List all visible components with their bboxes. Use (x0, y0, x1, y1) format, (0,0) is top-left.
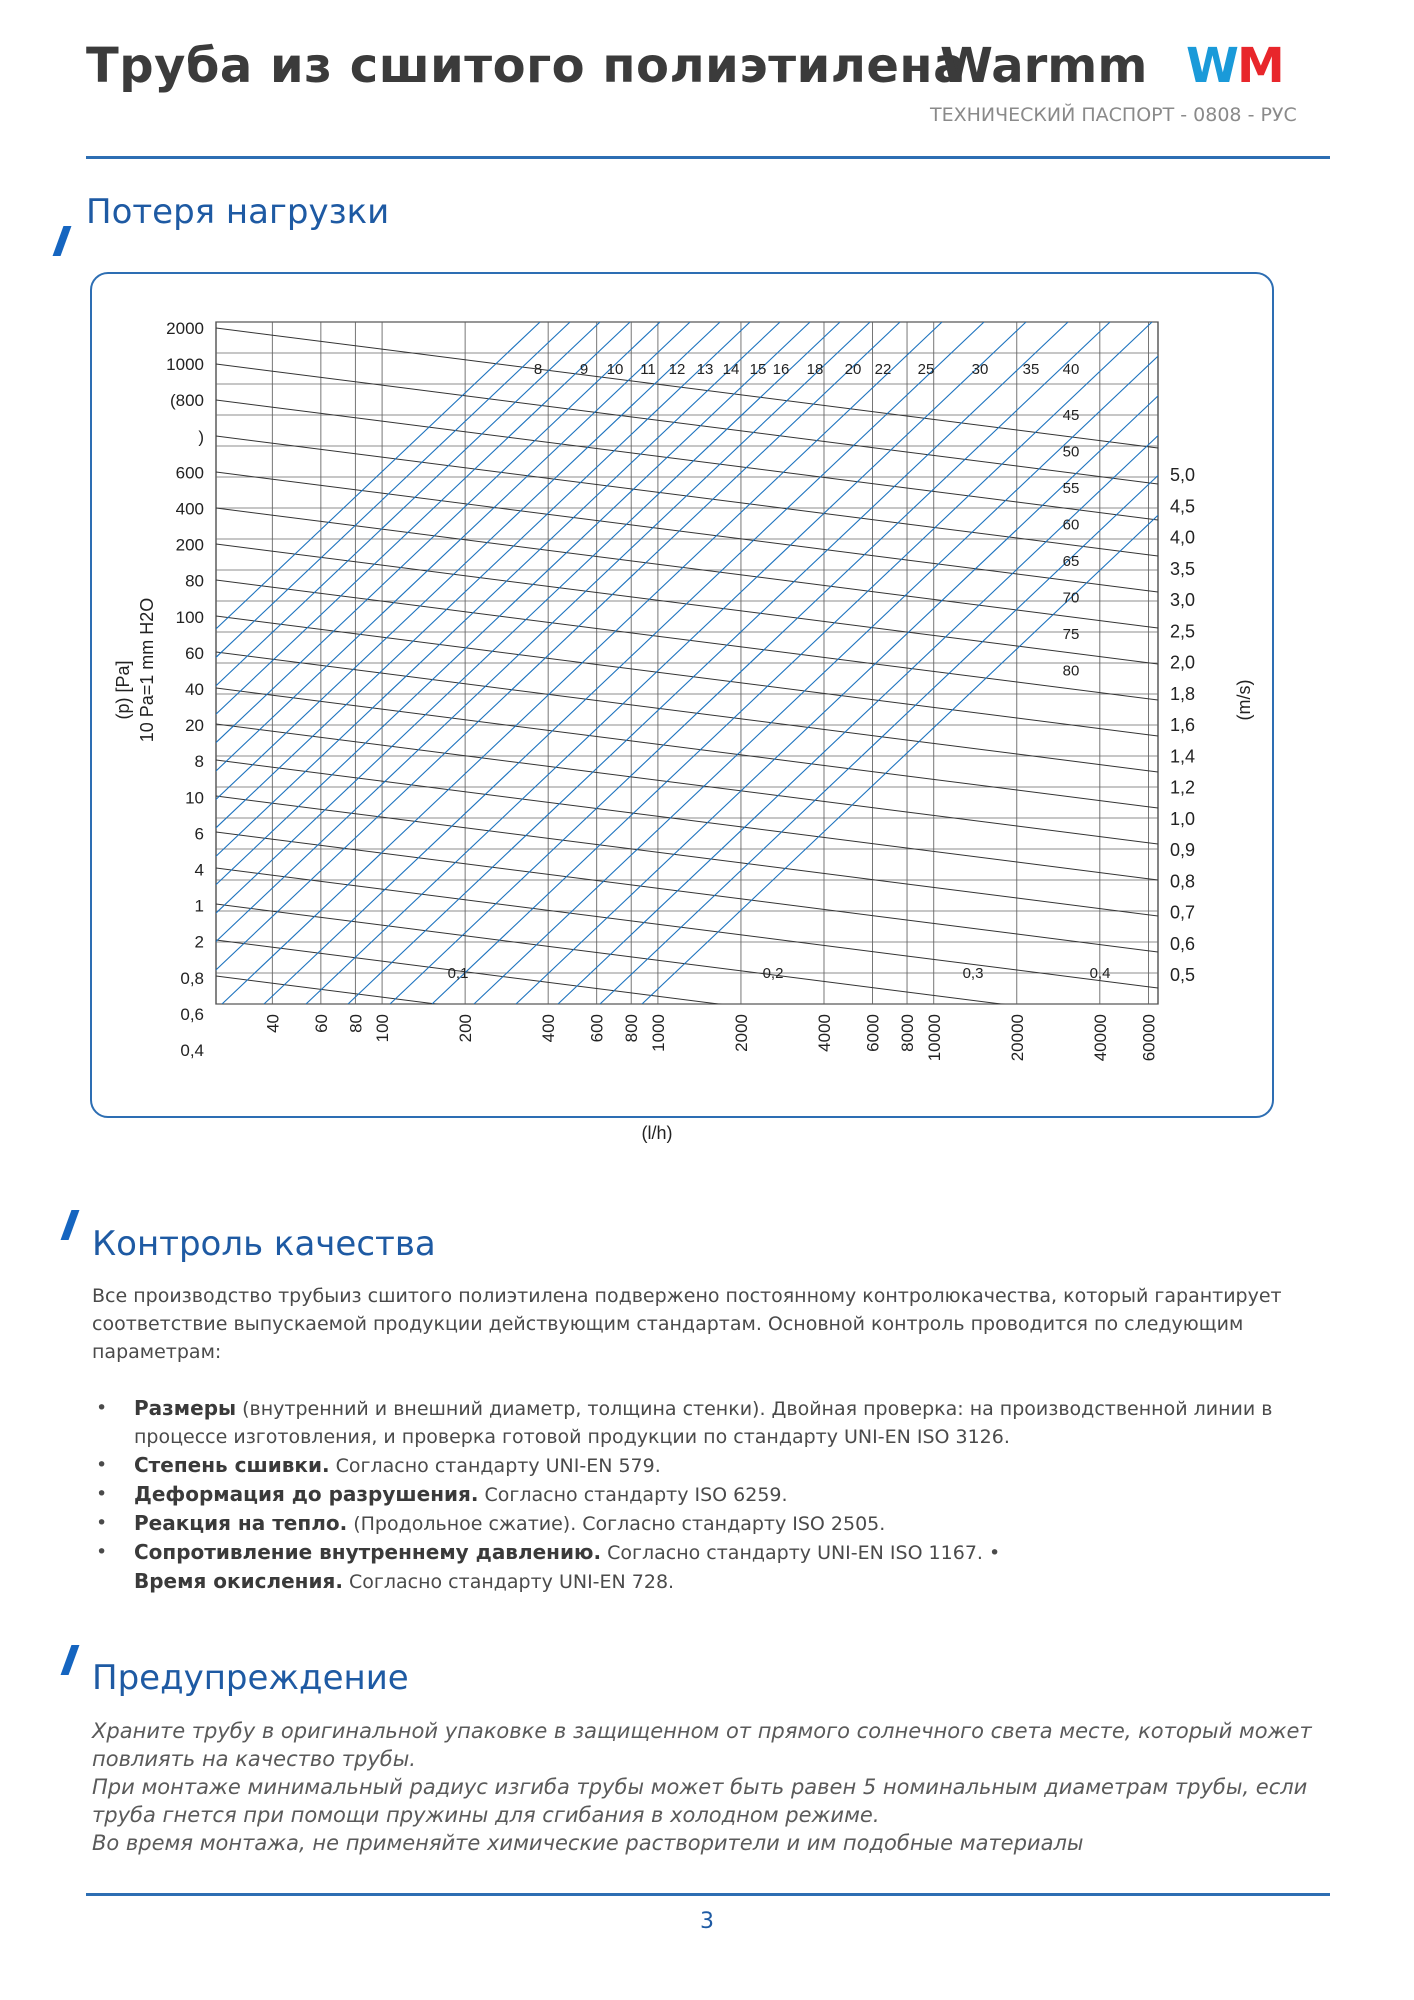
y-tick-label: 0,6 (180, 1004, 204, 1024)
bullet-icon: • (96, 1541, 108, 1563)
list-item-term: Размеры (134, 1396, 237, 1420)
quality-control-heading: Контроль качества (92, 1224, 436, 1264)
x-tick-label: 40 (263, 1014, 283, 1033)
x-tick-label: 200 (456, 1014, 476, 1043)
y-tick-label: 0,4 (180, 1041, 204, 1060)
diameter-label: 18 (806, 361, 824, 378)
list-item-term: Реакция на тепло. (134, 1511, 348, 1535)
document-code: ТЕХНИЧЕСКИЙ ПАСПОРТ - 0808 - РУС (930, 104, 1297, 126)
pressure-loss-heading: Потеря нагрузки (86, 192, 390, 232)
diameter-label: 25 (917, 361, 935, 378)
velocity-tick-label: 2,0 (1170, 652, 1196, 673)
diameter-label: 15 (749, 361, 767, 378)
y-tick-label: 60 (185, 643, 204, 663)
list-item (92, 1567, 1352, 1596)
x-tick-label: 60 (311, 1014, 331, 1033)
x-tick-label: 80 (346, 1014, 366, 1033)
y-tick-label: 2000 (166, 319, 204, 338)
list-item (92, 1509, 1352, 1538)
velocity-label: 0,2 (762, 965, 784, 982)
x-tick-label: 1000 (648, 1014, 668, 1052)
velocity-tick-label: 4,0 (1170, 527, 1196, 548)
list-item-text: Согласно стандарту UNI-EN 728. (342, 1571, 675, 1593)
bullet-icon: • (96, 1454, 108, 1476)
y-tick-label: 100 (175, 607, 204, 627)
x-tick-label: 6000 (863, 1014, 883, 1052)
diameter-label: 9 (579, 361, 589, 378)
x-tick-label: 2000 (731, 1014, 751, 1052)
y-tick-label: 80 (185, 571, 204, 591)
velocity-tick-label: 0,7 (1170, 902, 1196, 923)
diameter-label: 75 (1062, 626, 1080, 643)
list-item-text: Согласно стандарту ISO 6259. (478, 1484, 788, 1506)
brand-name: Warmm (940, 38, 1148, 94)
velocity-tick-label: 3,5 (1170, 558, 1196, 579)
diameter-label: 60 (1062, 516, 1080, 534)
velocity-tick-label: 0,6 (1170, 933, 1196, 954)
y-tick-label: 6 (194, 824, 204, 844)
logo-letter-w: W (1186, 38, 1237, 94)
x-tick-label: 40000 (1090, 1014, 1110, 1062)
diameter-label: 14 (722, 361, 740, 378)
list-item-text: Согласно стандарту UNI-EN 579. (329, 1455, 661, 1477)
diameter-label: 50 (1062, 443, 1080, 461)
y-tick-label: 600 (175, 463, 204, 483)
bullet-icon: • (96, 1512, 108, 1534)
velocity-tick-label: 1,6 (1170, 715, 1196, 735)
list-item-term: Деформация до разрушения. (134, 1482, 479, 1506)
x-tick-label: 100 (373, 1014, 393, 1043)
velocity-label: 0,3 (962, 965, 984, 982)
quality-parameter-list (92, 1394, 1352, 1596)
velocity-tick-label: 5,0 (1170, 465, 1196, 485)
logo-letter-m: M (1236, 38, 1283, 94)
y-tick-label: 10 (185, 788, 204, 808)
y-tick-label: 40 (185, 680, 204, 699)
list-item-term: Время окисления. (134, 1569, 343, 1593)
list-item (92, 1394, 1352, 1451)
x-tick-label: 10000 (924, 1014, 944, 1062)
diameter-label: 30 (971, 361, 989, 378)
y-tick-label: 0,8 (180, 968, 204, 988)
diameter-label: 35 (1022, 361, 1040, 378)
list-item-term: Сопротивление внутреннему давлению. (134, 1540, 602, 1564)
diameter-label: 65 (1062, 553, 1080, 570)
list-item-text: Согласно стандарту UNI-EN ISO 1167. • (601, 1542, 1001, 1564)
bullet-icon: • (96, 1397, 108, 1419)
warning-paragraph: При монтаже минимальный радиус изгиба трубы может быть равен 5 номинальным диаметрам трубы, если труба гнется при помощи пружины для сгибания в холодном режиме. (92, 1775, 1308, 1827)
velocity-tick-label: 1,8 (1170, 683, 1196, 704)
list-item-text: (Продольное сжатие). Согласно стандарту ISO 2505. (347, 1513, 886, 1535)
velocity-tick-label: 0,5 (1170, 965, 1196, 985)
y-tick-label: ) (198, 427, 204, 447)
velocity-tick-label: 0,8 (1170, 871, 1196, 892)
y-axis-subtitle: 10 Pa=1 mm H2O (137, 597, 157, 743)
velocity-tick-label: 1,0 (1170, 808, 1196, 829)
footer-divider (86, 1893, 1330, 1896)
velocity-tick-label: 1,2 (1170, 777, 1196, 798)
document-title: Труба из сшитого полиэтилена (86, 38, 966, 94)
warning-paragraph: Храните трубу в оригинальной упаковке в защищенном от прямого солнечного света месте, который может повлиять на качество трубы. (92, 1719, 1312, 1771)
y-tick-label: 8 (194, 752, 204, 772)
y-axis-title: (p) [Pa] (113, 660, 133, 720)
x-axis-title: (l/h) (641, 1123, 673, 1143)
y-tick-label: 20 (185, 716, 204, 736)
y-tick-label: 2 (194, 932, 204, 952)
heading-slash-icon (61, 1645, 80, 1675)
x-tick-label: 20000 (1007, 1014, 1027, 1062)
warning-text (92, 1717, 1342, 1857)
y-tick-label: 4 (194, 860, 204, 880)
y-tick-label: 400 (175, 499, 204, 519)
diameter-label: 16 (772, 361, 790, 378)
heading-slash-icon (61, 1210, 80, 1240)
diameter-label: 70 (1062, 589, 1080, 607)
list-item (92, 1538, 1352, 1567)
page-number: 3 (700, 1909, 714, 1934)
velocity-tick-label: 0,9 (1170, 840, 1196, 860)
x-tick-label: 4000 (814, 1014, 834, 1052)
diameter-label: 10 (606, 361, 624, 378)
diameter-label: 45 (1062, 407, 1080, 424)
x-tick-label: 400 (539, 1014, 559, 1043)
velocity-line (216, 1048, 1158, 1160)
diameter-label: 80 (1062, 662, 1080, 680)
y-tick-label: 200 (175, 535, 204, 555)
list-item-term: Степень сшивки. (134, 1453, 330, 1477)
list-item-text: (внутренний и внешний диаметр, толщина стенки). Двойная проверка: на производственной линии в процессе изготовления, и проверка готовой продукции по стандарту UNI-EN ISO 3126. (134, 1398, 1273, 1448)
quality-intro: Все производство трубыиз сшитого полиэтилена подвержено постоянному контролюкачества, который гарантирует соответствие выпускаемой продукции действующим стандартам. Основной контроль проводится по следующим параметрам: (92, 1285, 1282, 1363)
velocity-tick-label: 3,0 (1170, 590, 1196, 610)
x-tick-label: 8000 (898, 1014, 918, 1052)
x-tick-label: 800 (622, 1014, 642, 1043)
velocity-tick-label: 1,4 (1170, 746, 1196, 767)
diameter-label: 20 (844, 361, 862, 378)
x-tick-label: 60000 (1139, 1014, 1159, 1062)
velocity-label: 0,4 (1089, 965, 1111, 982)
warning-paragraph: Во время монтажа, не применяйте химические растворители и им подобные материалы (92, 1831, 1084, 1855)
diameter-label: 40 (1062, 361, 1080, 378)
diameter-label: 22 (874, 361, 892, 378)
y-tick-label: 1 (194, 896, 204, 916)
bullet-icon: • (96, 1483, 108, 1505)
diameter-label: 13 (696, 361, 714, 378)
warning-heading: Предупреждение (92, 1658, 409, 1698)
velocity-label: 0,1 (447, 965, 469, 982)
list-item (92, 1480, 1352, 1509)
diameter-label: 11 (640, 361, 656, 378)
list-item (92, 1451, 1352, 1480)
x-tick-label: 600 (587, 1014, 607, 1043)
velocity-tick-label: 2,5 (1170, 621, 1196, 642)
y2-axis-title: (m/s) (1234, 679, 1254, 721)
diameter-label: 12 (668, 361, 686, 378)
diameter-label: 55 (1062, 480, 1080, 497)
y-tick-label: 1000 (166, 355, 204, 375)
diameter-label: 8 (533, 361, 543, 378)
y-tick-label: (800 (169, 391, 204, 411)
velocity-tick-label: 4,5 (1170, 496, 1196, 517)
